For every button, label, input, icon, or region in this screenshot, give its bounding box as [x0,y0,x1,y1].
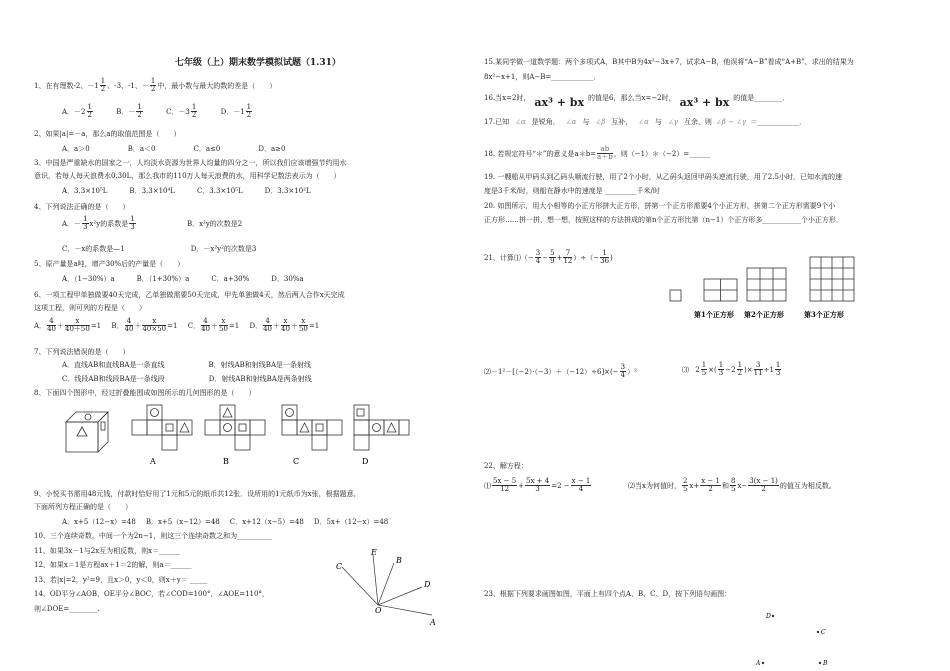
question-7: 7、下列说法错误的是（ ） [34,348,130,356]
point-d: D [766,613,771,620]
cube-figure [66,412,108,452]
question-4: 4、下列说法正确的是（ ） [34,203,130,211]
q4-options-ab: A．－ $\frac{1}{3}$ x²y的系数是 $\frac{1}{3}$ B．x²y的次数是2 [62,215,243,232]
page-title: 七年级（上）期末数学模拟试题（1.31） [175,58,341,68]
question-11: 11、如果3x－1与2x互为相反数，则x＝______ [34,547,181,555]
question-13: 13、若|x|=2，y²=9，且x＞0，y＜0，则x＋y＝ _____ [34,576,208,584]
question-3-line1: 3、中国是严重缺水的国家之一，人均淡水资源为世界人均量的四分之一，所以我们应该增强节约用水 [34,159,347,167]
q3-options: A．3.3×10⁵L B．3.3×10⁴L C．3.3×10⁵L D．3.3×10²L [62,187,311,195]
net-d [354,405,409,450]
question-16: 16.当x=2时， ax³ + bx 的值是6，那么当x=−2时， ax³ + bx 的值是________． [484,94,790,109]
question-5: 5、原产量是a吨，增产30%后的产量是（ ） [34,260,185,268]
question-20-line2: 正方形……拼一拼，想一想，按照这样的方法拼成的第n个正方形比第（n−1）个正方形多___________个小正方形． [484,216,843,224]
question-19-line2: 度是3千米/时，则船在静水中的速度是 _________千米/时 [484,187,660,195]
q7-options-cd: C．线段AB和线段BA是一条线段 D．射线AB和射线BA是两条射线 [62,375,312,383]
question-3-line2: 意识，若每人每天浪费水0.30L，那么我市的110万人每天浪费的水，用科学记数法表示为（ ） [34,172,341,180]
label-b: B [223,457,229,466]
net-c [282,405,342,450]
question-15-line1: 15.某同学做一道数学题：两个多项式A，B其中B为4x²−3x+7，试求A−B，他误将“A−B”看成“A+B”，求出的结果为 [484,58,854,66]
question-18: 18. 若规定符号“＊”的意义是a＊b= $\frac{ab}{a+b}$ ，则（−1）＊（−2）=______ [484,145,711,162]
question-1: 1、在有理数-2、－1 $\frac{1}{2}$ 、-3、-1、－ $\frac{1}{2}$ 中，最小数与最大的数的差是（ ） [34,77,277,94]
question-17: 17.已知 ∠α 是锐角， ∠α 与 ∠β 互补， ∠α 与 ∠γ 互余，则 ∠β − ∠γ ＝____________． [484,118,807,126]
question-22: 22、解方程： [484,462,528,470]
question-9-line1: 9、小悦买书需用48元钱，付款时恰好用了1元和5元的纸币共12张．设所用的1元纸币为x张，根据题意， [34,490,361,498]
square-label-1: 第1个正方形 [694,310,734,319]
q2-options: A．a＞0 B．a＜0 C．a≤0 D．a≥0 [62,145,286,153]
question-8: 8、下面四个图形中，经过折叠能围成如图所示的几何图形的是（ ） [34,389,256,397]
question-21-1: 21、计算⑴（− $\frac{3}{4}$ − $\frac{5}{9}$ + $\frac{7}{12}$ ）÷（− $\frac{1}{36}$ ) [484,249,613,266]
squares-figure [664,255,879,325]
ray-label-c: C [336,562,343,571]
points-figure [748,605,838,669]
q8-figures [60,400,410,470]
question-20-line1: 20. 如图所示，用大小相等的小正方形拼大正方形，拼第一个正方形需要4个小正方形，拼第二个正方形需要9个小 [484,202,836,210]
question-2: 2、如果|a|=－a，那么a的取值范围是（ ） [34,130,181,138]
q1-options: A．－2 $\frac{1}{2}$ B．－ $\frac{1}{2}$ C．－3 $\frac{1}{2}$ D．－1 $\frac{1}{2}$ [62,103,252,120]
question-10: 10、三个连续奇数，中间一个为2n−1，则这三个连续奇数之和为__________ [34,532,273,540]
question-9-line2: 下面所列方程正确的是（ ） [34,503,132,511]
ray-label-d: D [424,580,431,589]
label-a: A [150,457,156,466]
point-a: A [756,660,761,667]
question-22-1: ⑴ $\frac{5x - 5}{12}$ + $\frac{5x + 4}{3}$ =2 − $\frac{x - 1}{4}$ [484,477,591,494]
q4-options-cd: C．－x的系数是—1 D．－x²y²的次数是3 [62,245,257,253]
square-label-2: 第2个正方形 [744,310,784,319]
question-21-3: ⑶ 2 $\frac{1}{5}$ ×( $\frac{1}{3}$ −2 $\frac{1}{2}$ )× $\frac{3}{11}$ ÷1 $\frac{1}{3}$ [682,361,781,378]
question-22-2: ⑵当x为何值时， $\frac{2}{5}$ x+ $\frac{x - 1}{2}$ 和 $\frac{8}{5}$ x− $\frac{3(x - 1)}{2}$ 的值互为相反数。 [628,477,836,494]
ray-label-b: B [396,556,402,565]
ray-label-a: A [430,618,436,627]
q5-options: A．（1−30%）a B．（1+30%）a C．a+30% D．30%a [62,275,304,283]
question-14-line2: 则∠DOE=________. [34,605,100,613]
angle-figure [330,545,445,630]
q7-options-ab: A．直线AB和直线BA是一条直线 B．射线AB和射线BA是一条射线 [62,361,312,369]
label-d: D [362,457,369,466]
question-14-line1: 14、OD平分∠AOB，OE平分∠BOC，若∠COD=100°，∠AOE=110°， [34,590,269,598]
point-b: B [823,660,828,667]
question-6-line2: 这项工程，则可列的方程是（ ） [34,304,146,312]
question-21-2: ⑵－1²－[（−2）·（−3）＋（−12）÷6]×(− $\frac{3}{4}$ ）² [484,363,637,380]
question-15-line2: 8x²−x+1，则A−B=____________． [484,73,601,81]
question-12: 12、如果x＝1是方程ax＋1＝2的解，则a＝______ [34,561,192,569]
net-a [132,405,192,450]
label-c: C [293,457,300,466]
net-b [205,405,265,450]
question-19-line1: 19. 一艘船从甲码头到乙码头顺流行驶，用了2个小时，从乙码头返回甲码头逆流行驶，用了2.5小时，已知水流的速 [484,173,842,181]
question-23: 23、根据下列要求画图如图，平面上有四个点A、B、C、D，按下列语句画图： [484,590,732,598]
q9-options: A．x+5（12−x）=48 B．x+5（x−12）=48 C．x+12（x−5）=48 D．5x+（12−x）=48 [62,518,389,526]
point-c: C [821,629,826,636]
ray-label-e: E [371,548,377,557]
question-6-line1: 6、一项工程甲单独做要40天完成，乙单独做需要50天完成，甲先单独做4天，然后两人合作x天完成 [34,291,345,299]
ray-label-o: O [375,606,382,615]
q6-options: A． $\frac{4}{40}$ ＋ $\frac{x}{40+50}$ =1 B． $\frac{4}{40}$ ＋ $\frac{x}{40\times 50}$ =1 C． $\frac{4}{40}$ ＋ $\frac{x}{50}$ =1 D． $\frac{4}{40}$ ＋ $\frac{x}{40}$ ＋ $\frac{x}{50}$ =1 [34,317,320,334]
square-label-3: 第3个正方形 [804,310,844,319]
